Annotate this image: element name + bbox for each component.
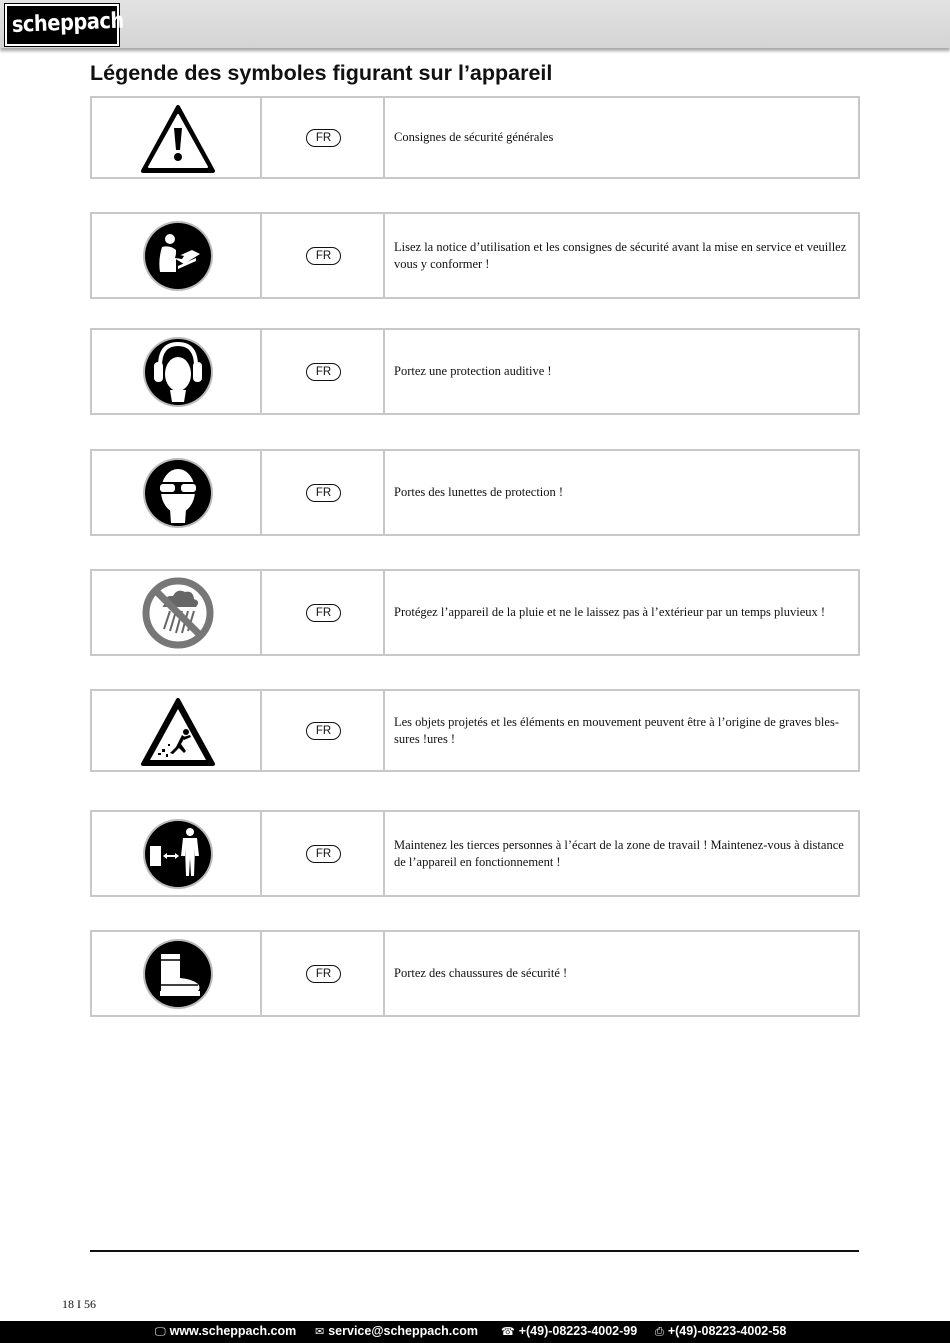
symbol-icon-cell bbox=[92, 691, 262, 770]
language-cell bbox=[262, 932, 385, 1015]
page-title: Légende des symboles figurant sur l’appareil bbox=[90, 61, 553, 85]
page-number: 18 I 56 bbox=[62, 1297, 96, 1311]
symbol-description: Protégez l’appareil de la pluie et ne le laissez pas à l’extérieur par un temps pluvieux ! bbox=[394, 605, 826, 619]
symbol-description: Lisez la notice d’utilisation et les consignes de sécurité avant la mise en service et veuillez vous y conformer ! bbox=[394, 239, 847, 271]
symbol-icon-cell bbox=[92, 932, 262, 1015]
symbol-row bbox=[90, 328, 860, 415]
safety-goggles-icon bbox=[140, 457, 216, 529]
keep-distance-icon bbox=[140, 818, 216, 890]
language-cell bbox=[262, 214, 385, 297]
footer-website[interactable] bbox=[155, 1324, 296, 1339]
symbol-row bbox=[90, 449, 860, 536]
symbol-row bbox=[90, 96, 860, 179]
symbol-icon-cell bbox=[92, 214, 262, 297]
language-badge: FR bbox=[306, 247, 341, 265]
language-cell bbox=[262, 571, 385, 654]
language-badge: FR bbox=[306, 604, 341, 622]
footer-email[interactable] bbox=[315, 1324, 478, 1338]
footer-fax bbox=[655, 1324, 786, 1339]
language-cell bbox=[262, 691, 385, 770]
language-cell bbox=[262, 330, 385, 413]
safety-shoes-icon bbox=[140, 938, 216, 1010]
symbol-description: Portes des lunettes de protection ! bbox=[394, 485, 564, 499]
symbol-description: Les objets projetés et les éléments en mouvement peuvent être à l’origine de graves bles- sures !ures ! bbox=[394, 714, 839, 746]
computer-icon: 🖵 bbox=[155, 1326, 166, 1338]
symbol-description: Consignes de sécurité générales bbox=[394, 130, 554, 144]
scheppach-logo bbox=[4, 3, 125, 47]
footer-bar bbox=[0, 1321, 950, 1343]
header-bar bbox=[0, 0, 950, 48]
hearing-protection-icon bbox=[140, 336, 216, 408]
language-cell bbox=[262, 812, 385, 895]
fax-number: +(49)-08223-4002-58 bbox=[667, 1324, 787, 1338]
language-badge: FR bbox=[306, 484, 341, 502]
symbol-icon-cell bbox=[92, 812, 262, 895]
mail-icon: ✉ bbox=[315, 1326, 325, 1338]
symbol-row bbox=[90, 689, 860, 772]
symbol-description: Portez une protection auditive ! bbox=[394, 364, 552, 378]
symbol-description: Maintenez les tierces personnes à l’écart de la zone de travail ! Maintenez-vous à distance de l’appareil en fonctionnement ! bbox=[394, 837, 844, 869]
website-link[interactable]: www.scheppach.com bbox=[169, 1324, 297, 1338]
language-cell bbox=[262, 451, 385, 534]
language-badge: FR bbox=[306, 722, 341, 740]
general-warning-icon bbox=[140, 104, 216, 174]
email-link[interactable]: service@scheppach.com bbox=[328, 1324, 478, 1338]
phone-number: +(49)-08223-4002-99 bbox=[518, 1324, 638, 1338]
footer-phone bbox=[501, 1324, 637, 1338]
fax-icon: ⎙ bbox=[655, 1326, 664, 1338]
language-badge: FR bbox=[306, 363, 341, 381]
footer-divider bbox=[90, 1250, 859, 1252]
language-cell bbox=[262, 98, 385, 177]
symbol-row bbox=[90, 569, 860, 656]
language-badge: FR bbox=[306, 845, 341, 863]
read-manual-icon bbox=[140, 220, 216, 292]
symbol-row bbox=[90, 930, 860, 1017]
language-badge: FR bbox=[306, 129, 341, 147]
symbol-description: Portez des chaussures de sécurité ! bbox=[394, 966, 568, 980]
flying-objects-warning-icon bbox=[140, 697, 216, 767]
symbol-row bbox=[90, 212, 860, 299]
logo-text: scheppach bbox=[11, 8, 125, 38]
language-badge: FR bbox=[306, 965, 341, 983]
symbol-icon-cell bbox=[92, 330, 262, 413]
phone-icon: ☎ bbox=[501, 1326, 515, 1338]
symbol-row bbox=[90, 810, 860, 897]
no-rain-icon bbox=[140, 577, 216, 649]
symbol-icon-cell bbox=[92, 451, 262, 534]
symbol-icon-cell bbox=[92, 571, 262, 654]
symbol-icon-cell bbox=[92, 98, 262, 177]
